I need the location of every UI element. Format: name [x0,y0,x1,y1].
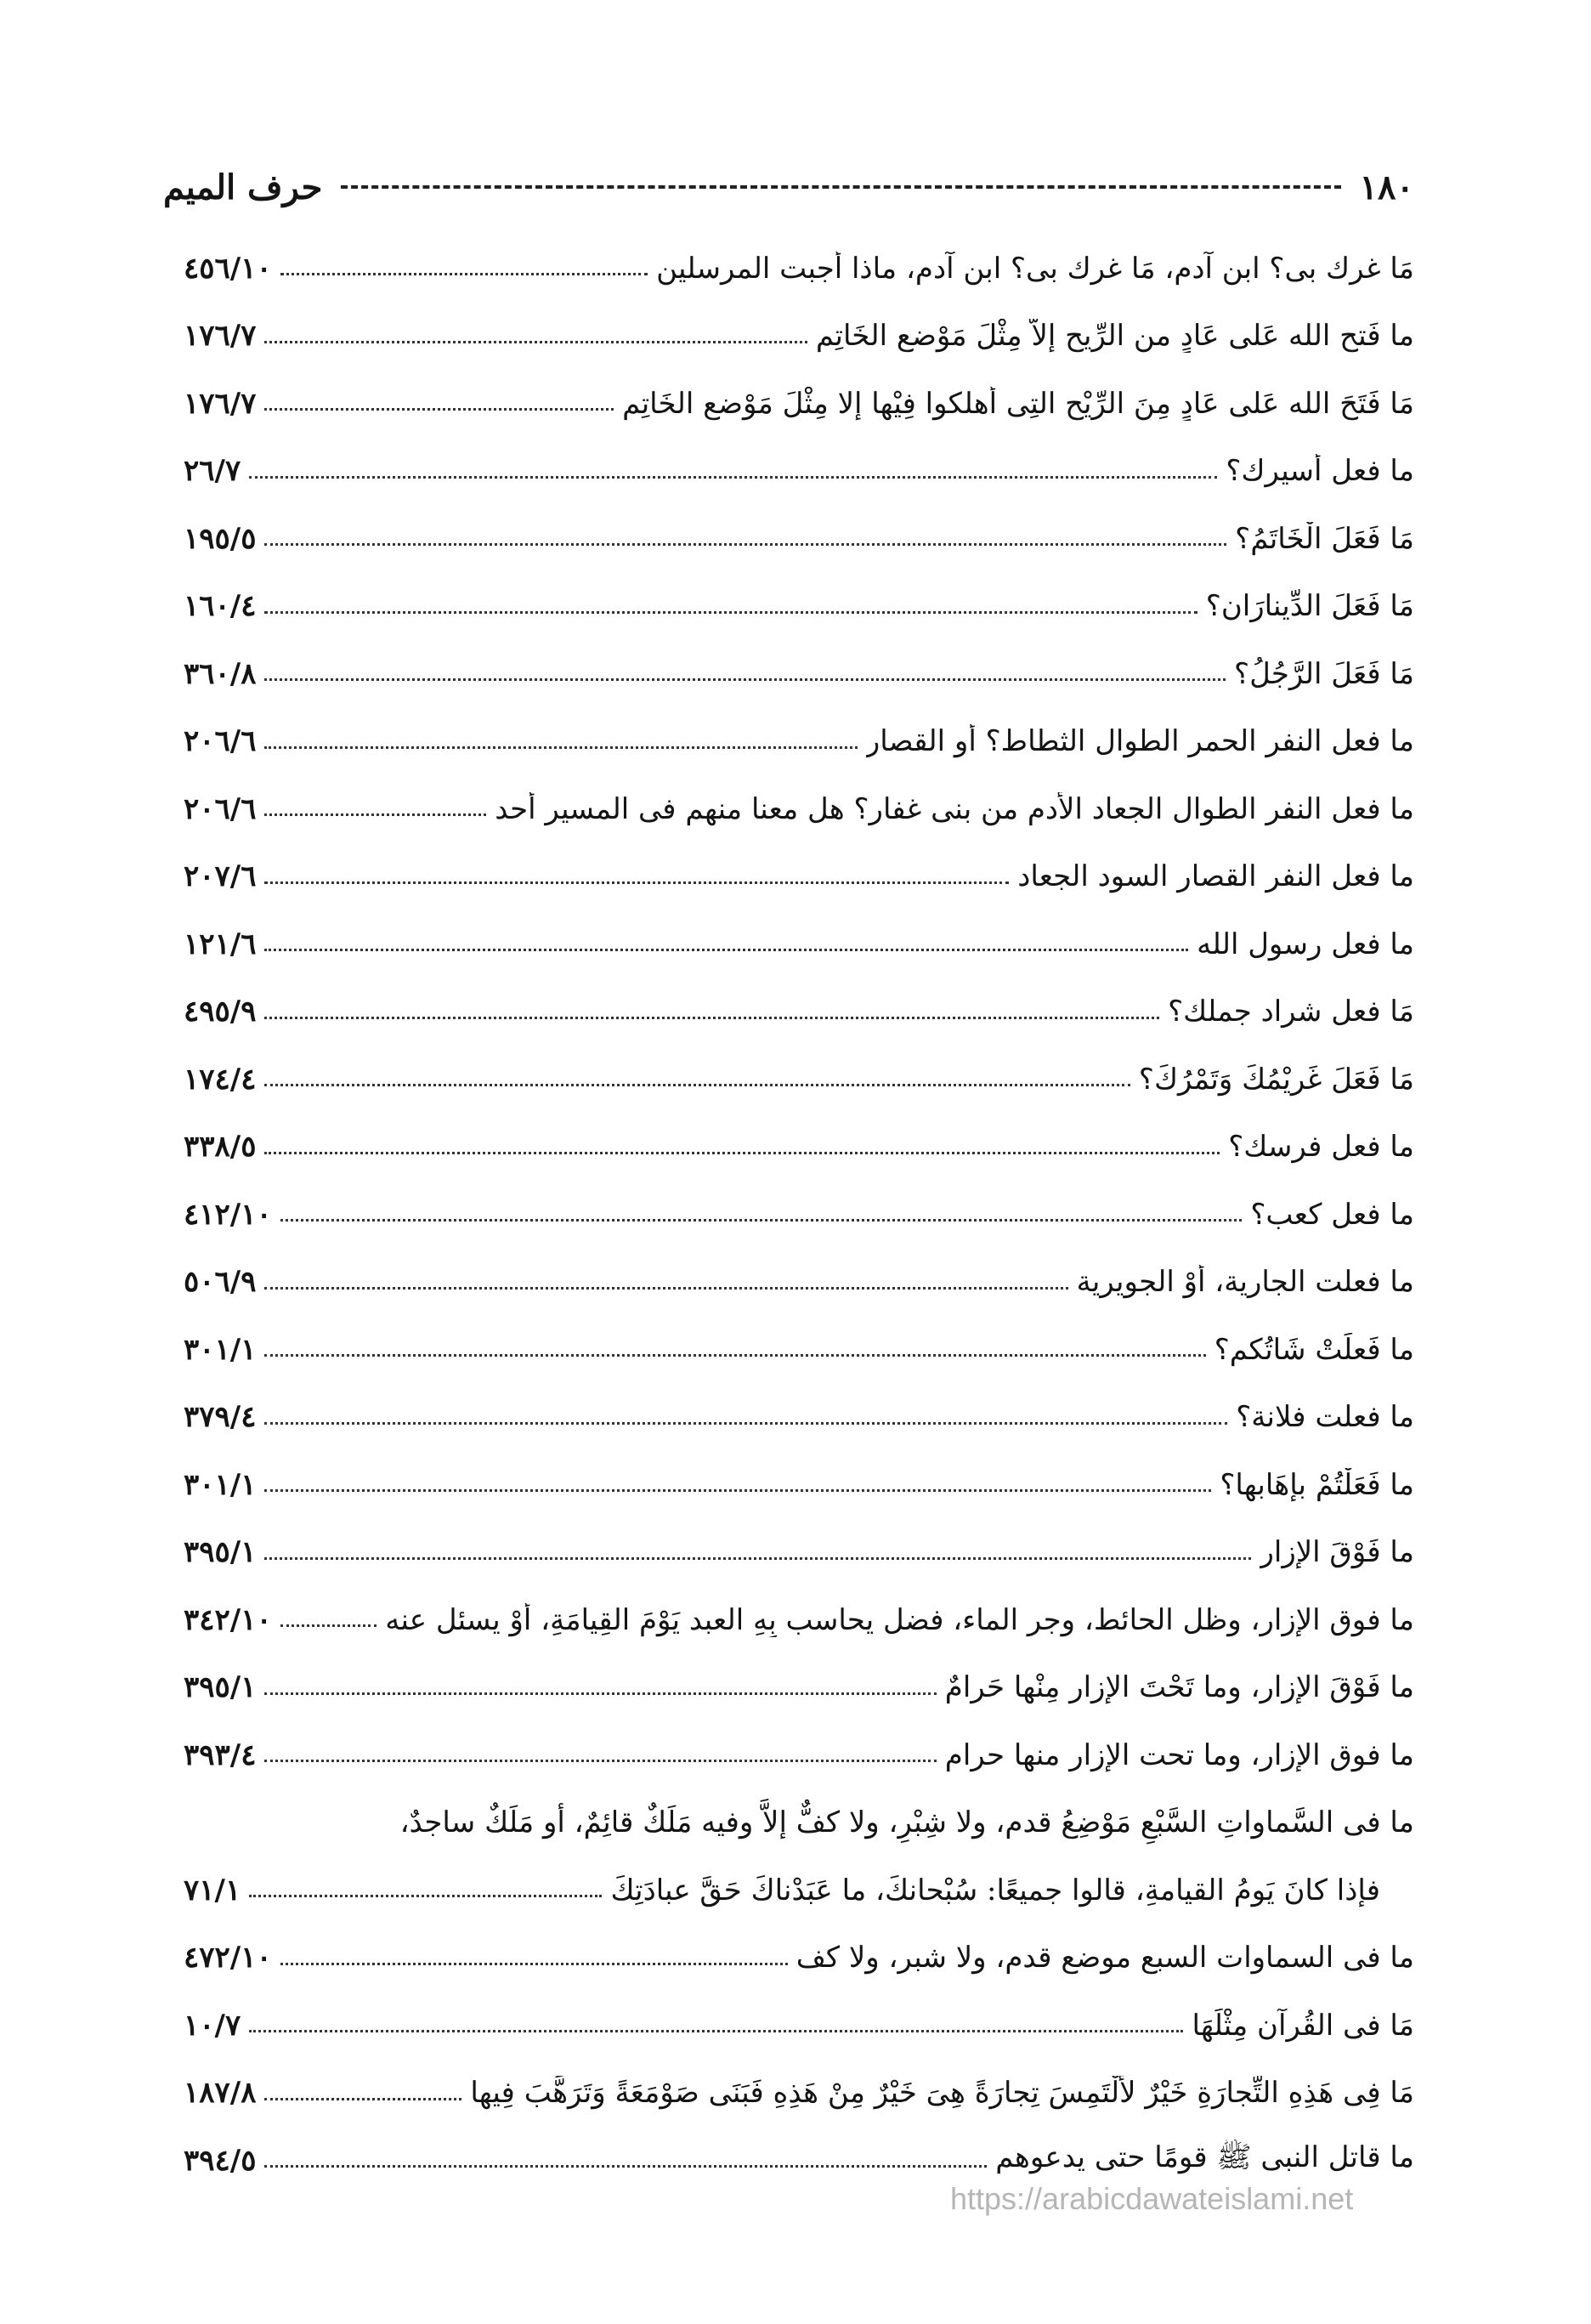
index-entry [184,640,1414,708]
entry-text: ما فعلت الجارية، أوْ الجويرية [1076,1265,1414,1300]
entry-reference: ٢٦/٧ [184,454,241,489]
entry-reference: ٤٩٥/٩ [184,995,257,1029]
index-entry [184,978,1414,1046]
entry-text: ما فوق الإزار، وظل الحائط، وجر الماء، فضل يحاسب بِهِ العبد يَوْمَ القِيامَةِ، أوْ يسئل عنه [385,1602,1414,1637]
entry-reference: ٣٩٥/١ [184,1670,257,1705]
entry-text: ما فى السماوات السبع موضع قدم، ولا شبر، ولا كف [796,1941,1414,1975]
index-entry [184,910,1414,978]
entry-text: ما فعل كعب؟ [1250,1197,1414,1232]
entry-text: ما فعل النفر القصار السود الجعاد [1017,859,1414,894]
dot-leader [264,1354,1205,1357]
entry-text: ما فعل فرسك؟ [1228,1130,1414,1165]
entry-reference: ٣٦٠/٨ [184,656,257,691]
entry-reference: ١٨٧/٨ [184,2076,257,2111]
entry-text: مَا فَعَلَ غَرِيْمُكَ وَتَمْرُكَ؟ [1138,1062,1414,1097]
entry-text: ما فوق الإزار، وما تحت الإزار منها حرام [944,1737,1414,1772]
dot-leader [264,1422,1227,1425]
index-entry [184,2060,1414,2128]
entry-reference: ٢٠٧/٦ [184,859,257,894]
entry-reference: ٥٠٦/٩ [184,1265,257,1300]
entry-reference: ٣٧٩/٤ [184,1400,257,1435]
index-entry [184,1654,1414,1722]
index-entry [184,438,1414,506]
entry-text: مَا فِى هَذِهِ التِّجارَةِ خَيْرٌ لألْتَمِسَ تِجارَةً هِىَ خَيْرٌ مِنْ هَذِهِ فَبَنَى صَوْمَعَةً وَتَرَهَّبَ فِيها [470,2076,1414,2111]
dot-leader [264,543,1226,546]
entry-reference: ١٧٤/٤ [184,1062,257,1097]
entry-text: مَا فَعَلَ الْخَاتَمُ؟ [1235,521,1414,556]
index-entry [184,1519,1414,1587]
index-entry [184,708,1414,776]
entry-text: ما فَوْقَ الإزار، وما تَحْتَ الإزار مِنْها حَرامٌ [944,1670,1414,1705]
entry-reference: ٣٤٢/١٠ [184,1602,272,1637]
entry-text: فإذا كانَ يَومُ القيامةِ، قالوا جميعًا: سُبْحانكَ، ما عَبَدْناكَ حَقَّ عبادَتِكَ [610,1873,1380,1907]
index-entry [184,1181,1414,1249]
index-entry [184,1586,1414,1654]
index-entries [184,235,1414,2195]
entry-text: ما فَتح الله عَلى عَادٍ من الرِّيح إلاَّ مِثْلَ مَوْضعِ الخَاتِمِ [815,319,1414,354]
dot-leader [264,408,614,411]
dot-leader [264,1084,1130,1086]
dot-leader [280,1624,377,1627]
entry-text: ما فَعلَتْ شَاتُكم؟ [1214,1332,1414,1367]
entry-text: ما فعل النفر الطوال الجعاد الأدم من بنى غفار؟ هل معنا منهم فى المسير أحد [495,791,1414,826]
entry-reference: ٤١٢/١٠ [184,1197,272,1232]
dot-leader [280,273,648,275]
header-dashed-rule [341,185,1340,189]
dot-leader [249,476,1217,479]
page-number: ١٨٠ [1359,167,1414,207]
entry-text: ما فعل النفر الحمر الطوال الثطاط؟ أو القصار [865,724,1414,759]
dot-leader [264,1692,936,1695]
dot-leader [264,611,1197,614]
entry-reference: ١٧٦/٧ [184,386,257,421]
entry-text: ما فعل رسول الله [1197,927,1414,961]
entry-reference: ١٠/٧ [184,2008,241,2043]
index-entry-continuation [184,1856,1414,1924]
index-entry [184,235,1414,303]
entry-text: مَا فَتَحَ الله عَلى عَادٍ مِنَ الرِّيْحِ التِى أهلكوا فِيْها إلا مِثْلَ مَوْضعِ الخَاتِمِ [622,386,1414,421]
dot-leader [264,746,857,749]
entry-text: مَا غرك بى؟ ابن آدم، مَا غرك بى؟ ابن آدم، ماذا أجبت المرسلين [656,251,1414,286]
watermark-url: https://arabicdawateislami.net [950,2181,1354,2216]
entry-text: ما فى السَّماواتِ السَّبْعِ مَوْضِعُ قدم، ولا شِبْرِ، ولا كفٌّ إلاَّ وفيه مَلَكٌ قائِمٌ، أو مَلَكٌ ساجدٌ، [399,1805,1414,1840]
index-entry [184,573,1414,641]
dot-leader [264,949,1188,951]
entry-text: ما فَعَلْتُمْ بإهَابها؟ [1220,1467,1414,1502]
entry-reference: ٧١/١ [184,1873,241,1907]
entry-text: مَا فَعَلَ الدِّينارَان؟ [1205,589,1414,624]
entry-reference: ٣٩٣/٤ [184,1737,257,1772]
entry-reference: ١٢١/٦ [184,927,257,961]
dot-leader [264,1017,1159,1019]
dot-leader [264,1287,1067,1290]
index-entry [184,1992,1414,2060]
index-entry [184,1249,1414,1317]
dot-leader [249,2030,1183,2032]
entry-reference: ٤٥٦/١٠ [184,251,272,286]
entry-reference: ٣٣٨/٥ [184,1130,257,1165]
page-header [163,162,1414,213]
dot-leader [280,1963,788,1965]
entry-reference: ٢٠٦/٦ [184,724,257,759]
dot-leader [264,2165,987,2168]
entry-reference: ٣٩٥/١ [184,1535,257,1570]
entry-reference: ٤٧٢/١٠ [184,1941,272,1975]
section-title: حرف الميم [163,167,323,207]
entry-reference: ١٩٥/٥ [184,521,257,556]
dot-leader [264,1760,936,1762]
index-entry [184,1114,1414,1182]
dot-leader [264,1557,1251,1560]
index-entry [184,1721,1414,1789]
index-entry-first-line [184,1789,1414,1857]
dot-leader [264,678,1226,681]
entry-reference: ٢٠٦/٦ [184,791,257,826]
index-entry [184,1316,1414,1384]
index-entry [184,775,1414,843]
index-entry [184,505,1414,573]
dot-leader [264,881,1009,884]
index-entry [184,1924,1414,1992]
dot-leader [249,1895,602,1897]
dot-leader [264,1152,1220,1154]
entry-text: ما فعل أسيرك؟ [1226,454,1414,489]
index-entry [184,843,1414,911]
index-entry [184,1046,1414,1114]
dot-leader [264,1489,1211,1492]
dot-leader [264,2098,461,2100]
entry-text: ما فَوْقَ الإزار [1260,1535,1414,1570]
index-entry [184,1384,1414,1452]
entry-text: ما قاتل النبى ﷺ قومًا حتى يدعوهم [995,2140,1414,2175]
entry-text: مَا فَعَلَ الرَّجُلُ؟ [1234,656,1414,691]
entry-reference: ١٦٠/٤ [184,589,257,624]
index-entry [184,1451,1414,1519]
entry-reference: ٣٩٤/٥ [184,2143,257,2178]
dot-leader [280,1219,1243,1222]
dot-leader [264,813,486,816]
entry-text: مَا فى القُرآن مِثْلَهَا [1192,2008,1414,2043]
entry-text: مَا فعل شراد جملك؟ [1168,995,1414,1029]
entry-reference: ٣٠١/١ [184,1332,257,1367]
index-entry [184,303,1414,371]
entry-reference: ١٧٦/٧ [184,319,257,354]
dot-leader [264,341,807,343]
entry-reference: ٣٠١/١ [184,1467,257,1502]
index-entry [184,370,1414,438]
entry-text: ما فعلت فلانة؟ [1236,1400,1414,1435]
